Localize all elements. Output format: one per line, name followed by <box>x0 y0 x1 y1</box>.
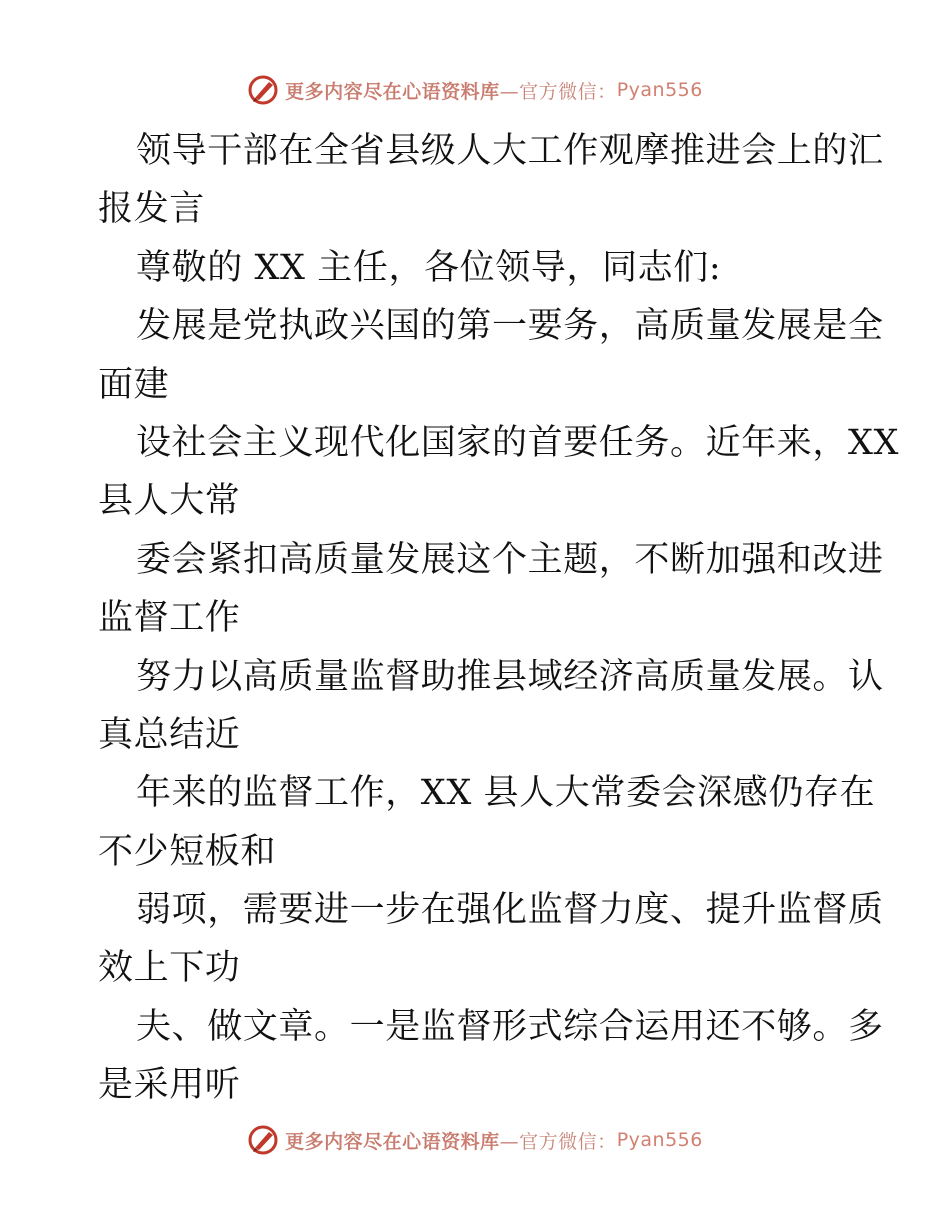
doc-line: 弱项，需要进一步在强化监督力度、提升监督质 <box>136 890 884 931</box>
doc-line: 委会紧扣高质量发展这个主题，不断加强和改进 <box>136 539 884 580</box>
doc-line: 发展是党执政兴国的第一要务，高质量发展是全 <box>136 306 884 347</box>
watermark-label: —官方微信： <box>499 1130 617 1153</box>
doc-line: 面建 <box>98 364 170 405</box>
document-body <box>98 122 900 1115</box>
doc-line: 不少短板和 <box>98 831 277 872</box>
pen-logo-icon <box>247 74 279 106</box>
watermark-site: 更多内容尽在心语资料库 <box>285 1130 500 1153</box>
watermark-label: —官方微信： <box>499 80 617 103</box>
doc-line: 真总结近 <box>98 714 241 755</box>
doc-line: 设社会主义现代化国家的首要任务。近年来，XX <box>136 422 900 463</box>
header-watermark <box>0 70 950 110</box>
doc-line: 是采用听 <box>98 1065 241 1106</box>
doc-line: 夫、做文章。一是监督形式综合运用还不够。多 <box>136 1006 884 1047</box>
footer-watermark <box>0 1120 950 1160</box>
watermark-account: Pyan556 <box>616 79 703 101</box>
doc-line: 尊敬的 XX 主任，各位领导，同志们: <box>136 247 722 288</box>
pen-logo-icon <box>247 1124 279 1156</box>
watermark-account: Pyan556 <box>616 1129 703 1151</box>
doc-line: 效上下功 <box>98 948 241 989</box>
watermark-site: 更多内容尽在心语资料库 <box>285 80 500 103</box>
doc-line: 努力以高质量监督助推县域经济高质量发展。认 <box>136 656 884 697</box>
doc-line: 领导干部在全省县级人大工作观摩推进会上的汇 <box>136 131 884 171</box>
doc-line: 报发言 <box>98 189 205 230</box>
doc-line: 县人大常 <box>98 481 241 522</box>
doc-line: 年来的监督工作，XX 县人大常委会深感仍存在 <box>136 773 876 814</box>
doc-line: 监督工作 <box>98 598 241 639</box>
